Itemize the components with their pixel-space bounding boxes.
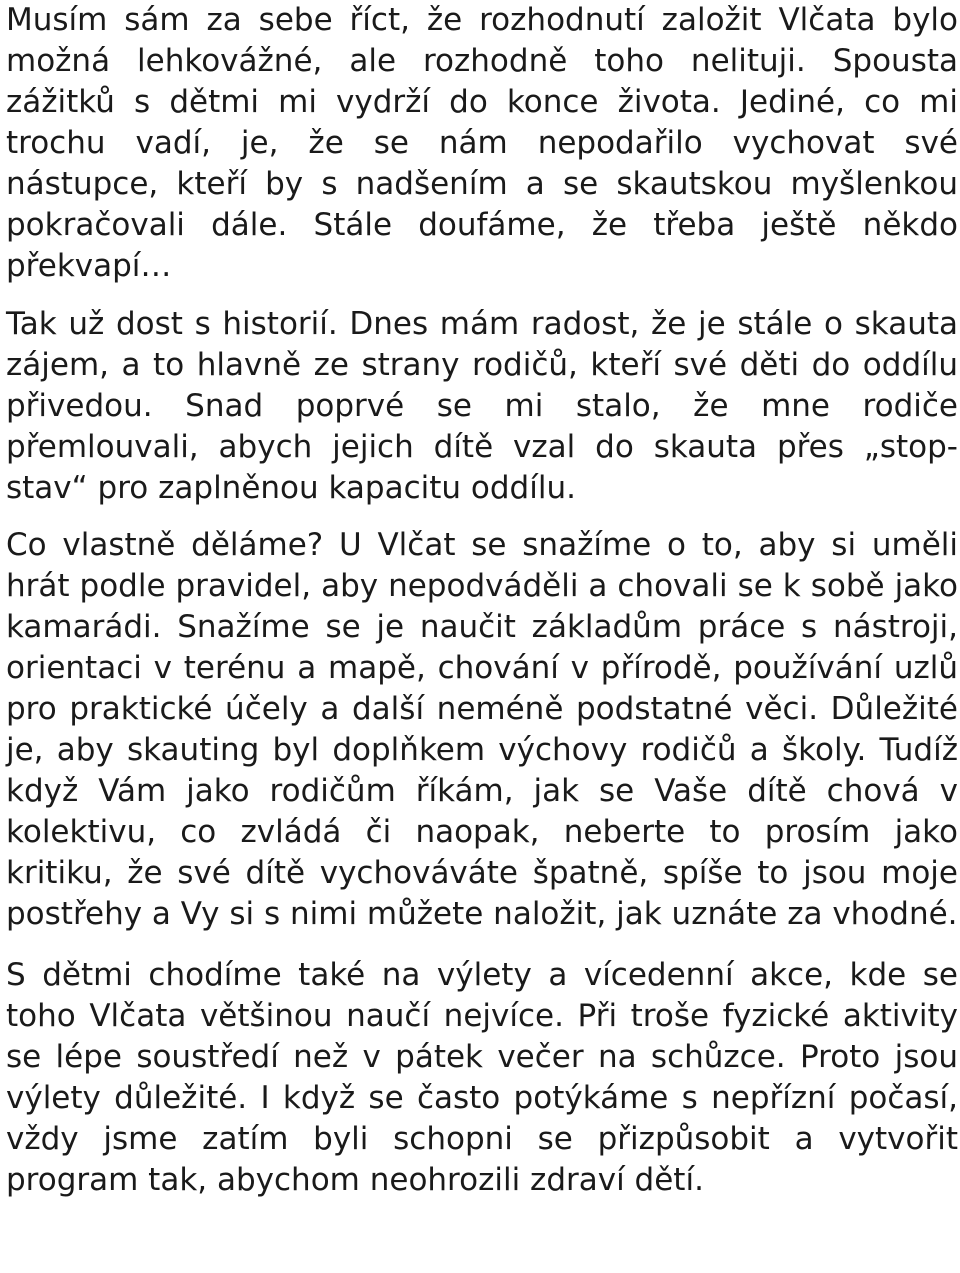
document-page (6, 0, 958, 1201)
paragraph-2: Tak už dost s historií. Dnes mám radost, že je stále o skauta zájem, a to hlavně ze strany rodičů, kteří své děti do oddílu přivedou. Snad poprvé se mi stalo, že mne rodiče přemlouvali, abych jejich dítě vzal do skauta přes „stop-stav“ pro zaplněnou kapacitu oddílu. (6, 306, 958, 506)
paragraph-4: S dětmi chodíme také na výlety a vícedenní akce, kde se toho Vlčata většinou naučí nejvíce. Při troše fyzické aktivity se lépe soustředí než v pátek večer na schůzce. Proto jsou výlety důležité. I když se často potýkáme s nepřízní počasí, vždy jsme zatím byli schopni se přizpůsobit a vytvořit program tak, abychom neohrozili zdraví dětí. (6, 957, 958, 1198)
paragraph-1: Musím sám za sebe říct, že rozhodnutí založit Vlčata bylo možná lehkovážné, ale rozhodně toho nelituji. Spousta zážitků s dětmi mi vydrží do konce života. Jediné, co mi trochu vadí, je, že se nám nepodařilo vychovat své nástupce, kteří by s nadšením a se skautskou myšlenkou pokračovali dále. Stále doufáme, že třeba ještě někdo překvapí… (6, 2, 958, 284)
paragraph-3: Co vlastně děláme? U Vlčat se snažíme o to, aby si uměli hrát podle pravidel, aby nepodváděli a chovali se k sobě jako kamarádi. Snažíme se je naučit základům práce s nástroji, orientaci v terénu a mapě, chování v přírodě, používání uzlů pro praktické účely a další neméně podstatné věci. Důležité je, aby skauting byl doplňkem výchovy rodičů a školy. Tudíž když Vám jako rodičům říkám, jak se Vaše dítě chová v kolektivu, co zvládá či naopak, neberte to prosím jako kritiku, že své dítě vychováváte špatně, spíše to jsou moje postřehy a Vy si s nimi můžete naložit, jak uznáte za vhodné. (6, 527, 958, 932)
